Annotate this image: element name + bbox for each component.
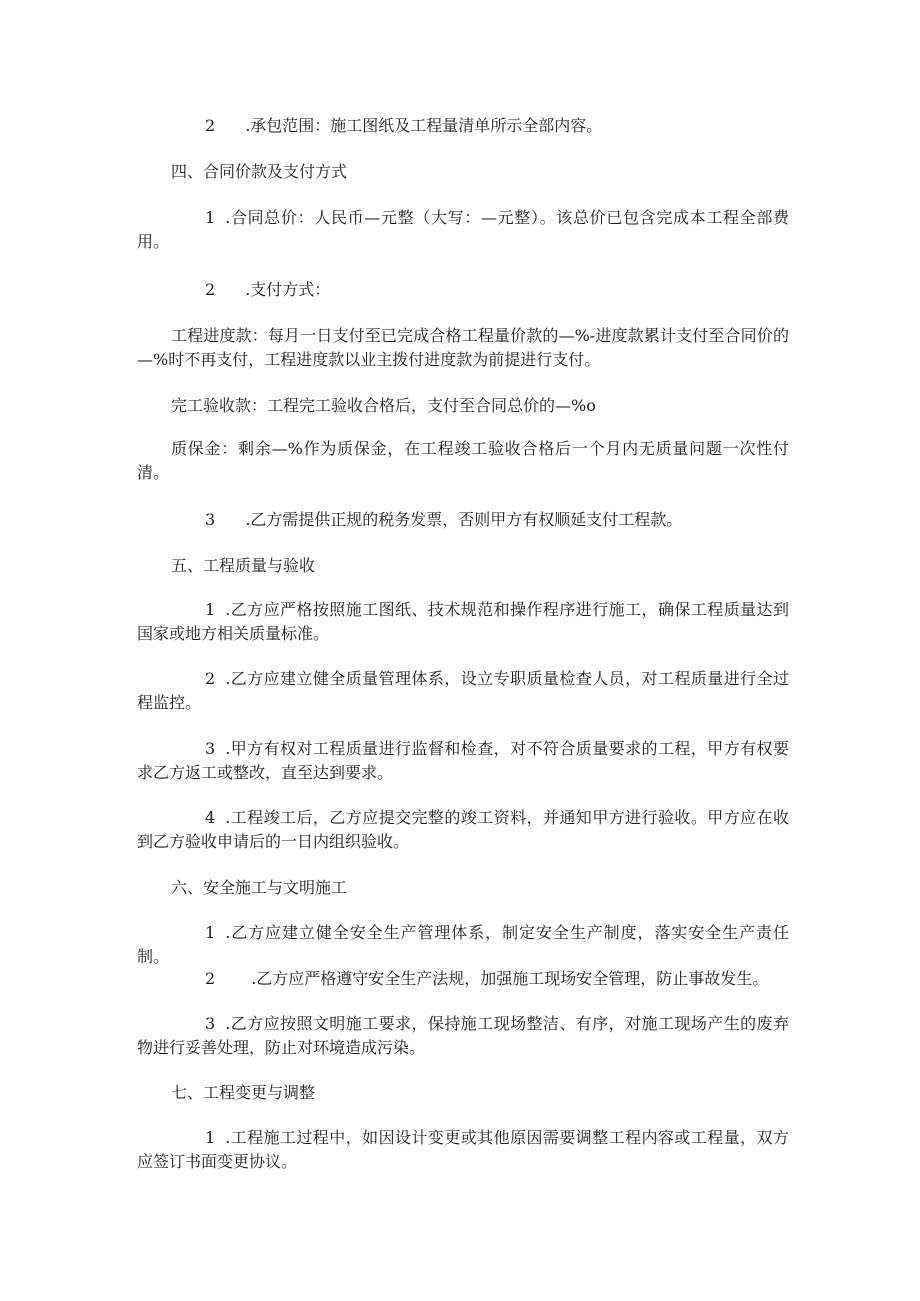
progress-payment [137, 324, 789, 372]
clause-2-quality-system [137, 667, 789, 715]
clause-text: .甲方有权对工程质量进行监督和检查，对不符合质量要求的工程，甲方有权要求乙方返工或整改，直至达到要求。 [137, 739, 789, 782]
paragraph-text: 质保金：剩余—%作为质保金，在工程竣工验收合格后一个月内无质量问题一次性付清。 [137, 439, 789, 482]
section-heading-5 [137, 554, 789, 578]
section-heading-text: 六、安全施工与文明施工 [171, 878, 348, 897]
clause-number: 2 [205, 280, 216, 299]
warranty-deposit [137, 437, 789, 485]
section-heading-7 [137, 1081, 789, 1105]
section-heading-text: 五、工程质量与验收 [171, 556, 316, 575]
clause-number: 2 [205, 969, 216, 988]
paragraph-text: 工程进度款：每月一日支付至已完成合格工程量价款的—%-进度款累计支付至合同价的—%时不再支付，工程进度款以业主拨付进度款为前提进行支付。 [137, 326, 789, 369]
section-heading-6 [137, 876, 789, 900]
clause-text: .工程竣工后，乙方应提交完整的竣工资料，并通知甲方进行验收。甲方应在收到乙方验收申请后的一日内组织验收。 [137, 808, 789, 851]
clause-text: .合同总价：人民币—元整（大写：—元整）。该总价已包含完成本工程全部费用。 [137, 208, 789, 251]
clause-number: 1 [205, 1128, 216, 1147]
clause-number: 3 [205, 1014, 216, 1033]
clause-1-total-price [137, 206, 789, 254]
clause-number: 1 [205, 208, 216, 227]
clause-1-change-agreement [137, 1126, 789, 1174]
clause-number: 2 [205, 669, 216, 688]
clause-number: 2 [205, 116, 216, 135]
clause-number: 1 [205, 923, 216, 942]
clause-4-acceptance [137, 806, 789, 854]
clause-3-inspection [137, 737, 789, 785]
clause-number: 3 [205, 739, 216, 758]
section-heading-4 [137, 160, 789, 184]
clause-1-safety-system [137, 921, 789, 969]
clause-text: .乙方应建立健全安全生产管理体系，制定安全生产制度，落实安全生产责任制。 [137, 923, 789, 966]
clause-1-quality-standard [137, 598, 789, 646]
clause-text: .乙方应严格按照施工图纸、技术规范和操作程序进行施工，确保工程质量达到国家或地方相关质量标准。 [137, 600, 789, 643]
clause-text: .工程施工过程中，如因设计变更或其他原因需要调整工程内容或工程量，双方应签订书面变更协议。 [137, 1128, 789, 1171]
clause-text: .乙方应按照文明施工要求，保持施工现场整洁、有序，对施工现场产生的废弃物进行妥善处理，防止对环境造成污染。 [137, 1014, 789, 1057]
clause-3-civilized-construction [137, 1012, 789, 1060]
clause-number: 3 [205, 510, 216, 529]
clause-text: .乙方应建立健全质量管理体系，设立专职质量检查人员，对工程质量进行全过程监控。 [137, 669, 789, 712]
clause-2-scope [137, 114, 789, 138]
clause-number: 4 [205, 808, 216, 827]
clause-text: .承包范围：施工图纸及工程量清单所示全部内容。 [245, 116, 603, 135]
clause-2-safety-rules [137, 967, 789, 991]
clause-text: .支付方式： [245, 280, 331, 299]
clause-number: 1 [205, 600, 216, 619]
section-heading-text: 七、工程变更与调整 [171, 1083, 316, 1102]
clause-3-invoice [137, 508, 789, 532]
section-heading-text: 四、合同价款及支付方式 [171, 162, 348, 181]
paragraph-text: 完工验收款：工程完工验收合格后，支付至合同总价的—%o [171, 396, 596, 415]
clause-text: .乙方需提供正规的税务发票，否则甲方有权顺延支付工程款。 [245, 510, 683, 529]
clause-text: .乙方应严格遵守安全生产法规，加强施工现场安全管理，防止事故发生。 [251, 969, 769, 988]
completion-payment [137, 394, 789, 418]
clause-2-payment-method [137, 278, 789, 302]
